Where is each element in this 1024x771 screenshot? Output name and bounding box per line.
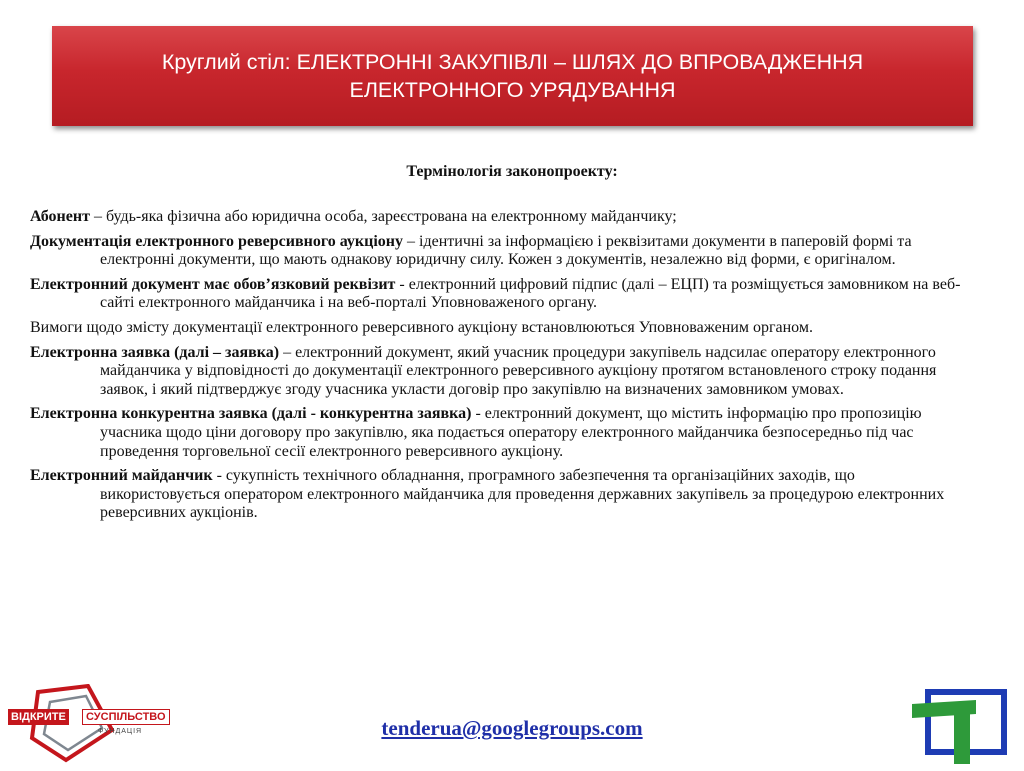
term-entry-abonent [30, 208, 975, 227]
term-definition: – електронний документ, який учасник процедури закупівель надсилає оператору електронного майданчика у відповідності до документації електронного реверсивного аукціону протягом встановленого строку подання заявок, і який підтверджує згоду учасника укласти договір про закупівлю на визначених замовником умовах. [100, 343, 937, 398]
logo-word-open: ВІДКРИТЕ [8, 709, 69, 725]
term-name: Електронна заявка (далі – заявка) [30, 343, 280, 361]
term-definition: – ідентичні за інформацією і реквізитами документи в паперовій формі та електронні документи, що мають однакову юридичну силу. Кожен з документів, незалежно від форми, є оригіналом. [100, 232, 912, 269]
contact-email-link[interactable]: tenderua@googlegroups.com [381, 716, 643, 740]
title-banner [52, 26, 973, 126]
term-definition: Вимоги щодо змісту документації електронного реверсивного аукціону встановлюються Уповноваженим органом. [30, 318, 813, 336]
term-definition: - електронний документ, що містить інформацію про пропозицію учасника щодо ціни договору про закупівлю, яка подається оператору електронного майданчика безпосередньо під час проведення торговельної сесії електронного реверсивного аукціону. [100, 405, 922, 460]
title-line-1: Круглий стіл: ЕЛЕКТРОННІ ЗАКУПІВЛІ – ШЛЯХ ДО ВПРОВАДЖЕННЯ [161, 50, 864, 74]
term-name: Електронний документ має обов’язковий реквізит [30, 275, 396, 293]
term-entry-competitive-application [30, 405, 975, 461]
term-entry-electronic-document [30, 276, 975, 313]
tenderua-logo [910, 684, 1010, 766]
term-definition: - сукупність технічного обладнання, програмного забезпечення та організаційних заходів, що використовується оператором електронного майданчика для проведення державних закупівель за процедурою електронних реверсивних аукціонів. [100, 467, 945, 522]
title-line-2: ЕЛЕКТРОННОГО УРЯДУВАННЯ [349, 78, 676, 102]
term-name: Електронний майданчик [30, 467, 213, 485]
section-heading: Термінологія законопроекту: [406, 163, 618, 180]
term-entry-requirements [30, 319, 975, 338]
terms-list [30, 208, 975, 529]
term-name: Абонент [30, 208, 90, 225]
logo-word-foundation: ФУНДАЦІЯ [98, 728, 143, 735]
term-entry-documentation [30, 233, 975, 270]
term-name: Електронна конкурентна заявка (далі - конкурентна заявка) [30, 405, 472, 423]
term-entry-application [30, 344, 975, 400]
term-entry-platform [30, 467, 975, 523]
term-definition: – будь-яка фізична або юридична особа, зареєстрована на електронному майданчику; [89, 208, 677, 225]
tenderua-t-icon [910, 684, 1010, 766]
term-name: Документація електронного реверсивного аукціону [30, 232, 404, 250]
logo-word-society: СУСПІЛЬСТВО [82, 709, 170, 725]
term-definition: - електронний цифровий підпис (далі – ЕЦП) та розміщується замовником на веб-сайті електронного майданчика і на веб-порталі Уповноваженого органу. [100, 275, 961, 312]
